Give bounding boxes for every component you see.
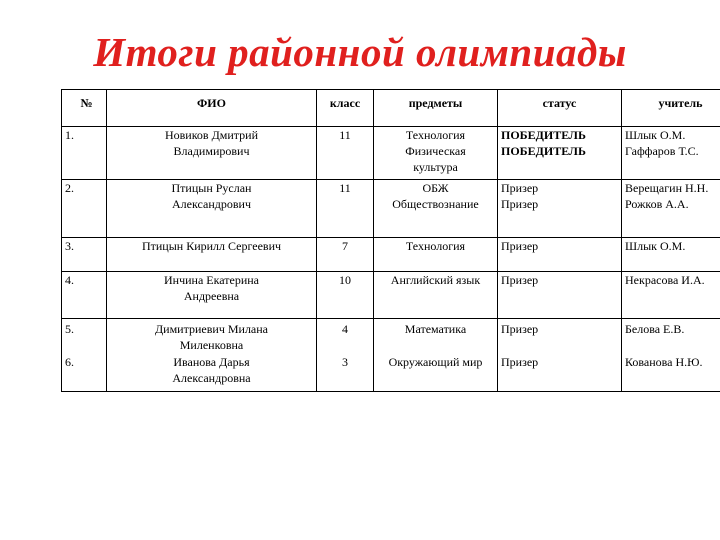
grade: 3 [317,353,374,392]
subjects: Технология Физическая культура [374,127,498,180]
table-row [62,319,720,354]
table-header-row [62,90,720,127]
grade: 4 [317,319,374,354]
student-name: Димитриевич Милана Миленковна [107,319,317,354]
table-row [62,127,720,180]
student-name: Птицын Кирилл Сергеевич [107,238,317,272]
row-number: 4. [62,272,107,319]
student-name: Иванова Дарья Александровна [107,353,317,392]
teacher: Белова Е.В. [622,319,720,354]
status: ПОБЕДИТЕЛЬ ПОБЕДИТЕЛЬ [498,127,622,180]
teacher: Шлык О.М. [622,238,720,272]
table-row [62,272,720,319]
grade: 11 [317,180,374,238]
header-number: № [62,90,107,127]
subjects: Английский язык [374,272,498,319]
table-row [62,353,720,392]
grade: 10 [317,272,374,319]
row-number: 1. [62,127,107,180]
header-status: статус [498,90,622,127]
row-number: 2. [62,180,107,238]
results-table [61,89,720,392]
page-title: Итоги районной олимпиады [93,29,627,75]
student-name: Инчина Екатерина Андреевна [107,272,317,319]
subjects: Окружающий мир [374,353,498,392]
table-row [62,238,720,272]
row-number: 6. [62,353,107,392]
subjects: ОБЖ Обществознание [374,180,498,238]
subjects: Математика [374,319,498,354]
teacher: Верещагин Н.Н. Рожков А.А. [622,180,720,238]
status: Призер [498,353,622,392]
header-name: ФИО [107,90,317,127]
status: Призер Призер [498,180,622,238]
grade: 11 [317,127,374,180]
student-name: Новиков Дмитрий Владимирович [107,127,317,180]
subjects: Технология [374,238,498,272]
row-number: 5. [62,319,107,354]
status: Призер [498,238,622,272]
grade: 7 [317,238,374,272]
status: Призер [498,319,622,354]
student-name: Птицын Руслан Александрович [107,180,317,238]
header-subjects: предметы [374,90,498,127]
table-row [62,180,720,238]
teacher: Шлык О.М. Гаффаров Т.С. [622,127,720,180]
header-teacher: учитель [622,90,720,127]
teacher: Некрасова И.А. [622,272,720,319]
row-number: 3. [62,238,107,272]
status: Призер [498,272,622,319]
teacher: Кованова Н.Ю. [622,353,720,392]
header-grade: класс [317,90,374,127]
